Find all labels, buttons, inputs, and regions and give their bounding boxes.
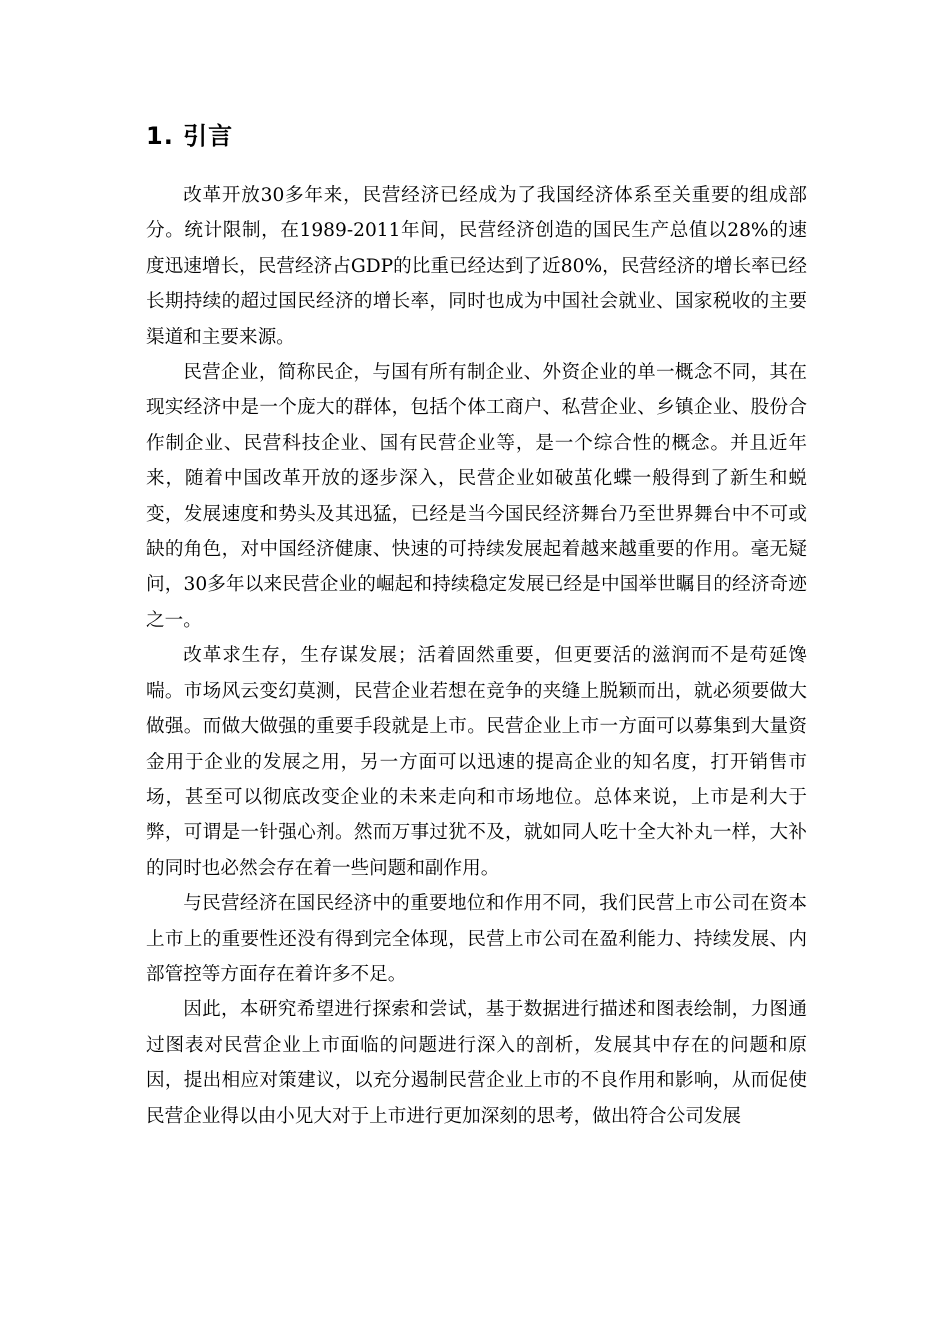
section-heading: 1. 引言	[146, 122, 234, 150]
paragraph: 民营企业，简称民企，与国有所有制企业、外资企业的单一概念不同，其在现实经济中是一个庞大的群体，包括个体工商户、私营企业、乡镇企业、股份合作制企业、民营科技企业、国有民营企业等，是一个综合性的概念。并且近年来，随着中国改革开放的逐步深入，民营企业如破茧化蝶一般得到了新生和蜕变，发展速度和势头及其迅猛，已经是当今国民经济舞台乃至世界舞台中不可或缺的角色，对中国经济健康、快速的可持续发展起着越来越重要的作用。毫无疑问，30多年以来民营企业的崛起和持续稳定发展已经是中国举世瞩目的经济奇迹之一。	[146, 362, 807, 631]
body-text	[146, 178, 807, 1134]
paragraph: 改革开放30多年来，民营经济已经成为了我国经济体系至关重要的组成部分。统计限制，在1989-2011年间，民营经济创造的国民生产总值以28%的速度迅速增长，民营经济占GDP的比重已经达到了近80%，民营经济的增长率已经长期持续的超过国民经济的增长率，同时也成为中国社会就业、国家税收的主要渠道和主要来源。	[146, 185, 807, 348]
paragraph: 改革求生存，生存谋发展；活着固然重要，但更要活的滋润而不是苟延馋喘。市场风云变幻莫测，民营企业若想在竞争的夹缝上脱颖而出，就必须要做大做强。而做大做强的重要手段就是上市。民营企业上市一方面可以募集到大量资金用于企业的发展之用，另一方面可以迅速的提高企业的知名度，打开销售市场，甚至可以彻底改变企业的未来走向和市场地位。总体来说，上市是利大于弊，可谓是一针强心剂。然而万事过犹不及，就如同人吃十全大补丸一样，大补的同时也必然会存在着一些问题和副作用。	[146, 645, 807, 879]
paragraph: 与民营经济在国民经济中的重要地位和作用不同，我们民营上市公司在资本上市上的重要性还没有得到完全体现，民营上市公司在盈利能力、持续发展、内部管控等方面存在着许多不足。	[146, 893, 807, 985]
paragraph: 因此，本研究希望进行探索和尝试，基于数据进行描述和图表绘制，力图通过图表对民营企业上市面临的问题进行深入的剖析，发展其中存在的问题和原因，提出相应对策建议，以充分遏制民营企业上市的不良作用和影响，从而促使民营企业得以由小见大对于上市进行更加深刻的思考，做出符合公司发展	[146, 999, 807, 1127]
